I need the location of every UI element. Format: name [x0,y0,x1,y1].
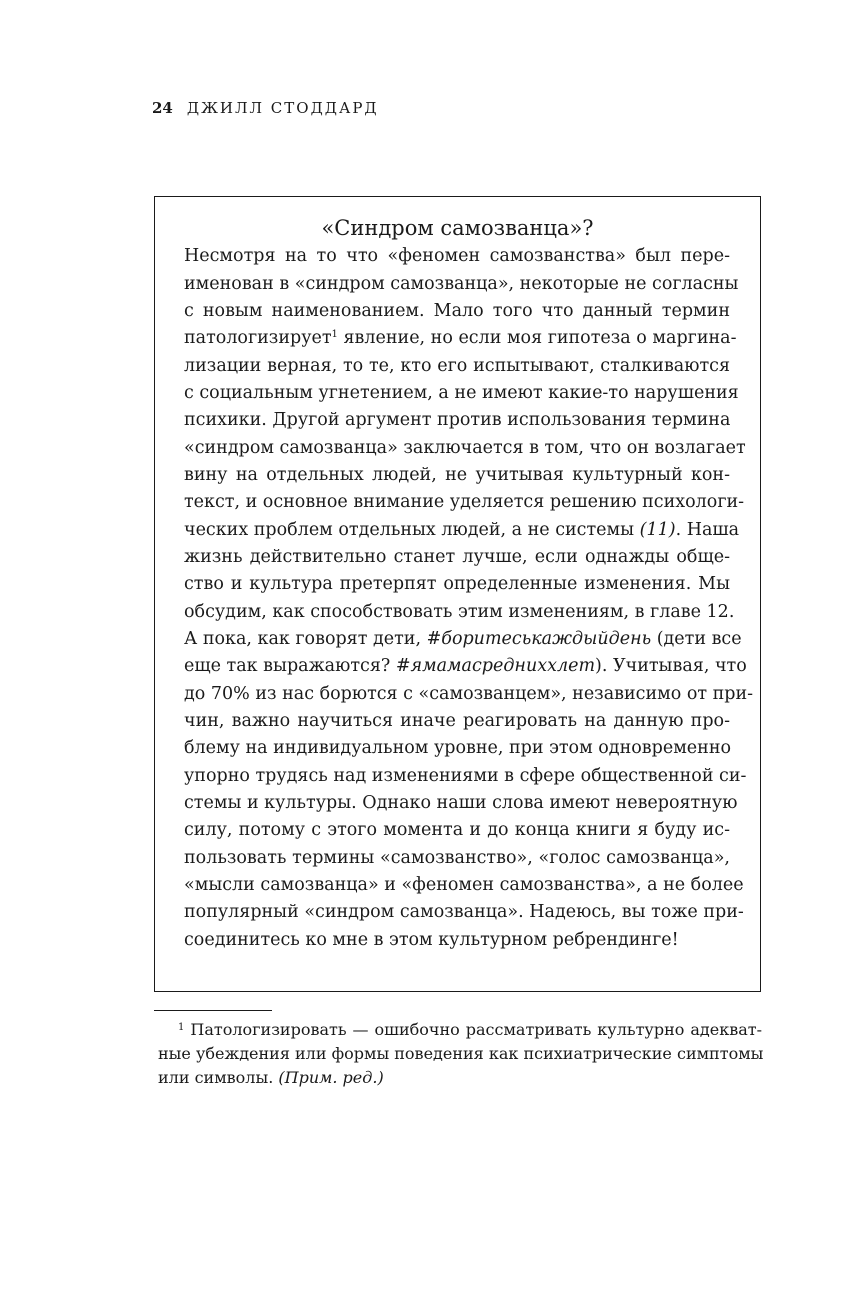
box-text-line: силу, потому с этого момента и до конца книги я буду ис- [184,820,730,840]
footnote-line: $^1$ Патологизировать — ошибочно рассматривать культурно адекват- [178,1020,762,1039]
hashtag: #ямамасредниххлет [395,656,596,676]
box-text-line: пользовать термины «самозванство», «голос самозванца», [184,848,730,868]
box-text-line: патологизирует$^1$ явление, но если моя гипотеза о маргина- [184,328,737,348]
sidebar-box [154,196,761,992]
box-text-line: ческих проблем отдельных людей, а не системы (11). Наша [184,520,740,540]
editor-note: (Прим. ред.) [278,1068,384,1087]
footnote-reference: 1 [331,329,338,340]
box-text-line: именован в «синдром самозванца», некоторые не согласны [184,274,739,294]
box-text-line: до 70% из нас борются с «самозванцем», независимо от при- [184,684,754,704]
box-text-line: текст, и основное внимание уделяется решению психологи- [184,492,745,512]
box-text-line: чин, важно научиться иначе реагировать на данную про- [184,711,730,731]
box-title: «Синдром самозванца»? [321,216,594,240]
box-text-line: «синдром самозванца» заключается в том, что он возлагает [184,438,746,458]
box-text-line: блему на индивидуальном уровне, при этом одновременно [184,738,732,758]
page-number: 24 [152,99,173,117]
hashtag: #боритеськаждыйдень [426,629,652,649]
box-text-line: популярный «синдром самозванца». Надеюсь, вы тоже при- [184,902,744,922]
box-text-line: психики. Другой аргумент против использования термина [184,410,731,430]
footnote-line: ные убеждения или формы поведения как психиатрические симптомы [158,1044,764,1063]
box-text-line: обсудим, как способствовать этим изменениям, в главе 12. [184,602,735,622]
box-text-line: соединитесь ко мне в этом культурном ребрендинге! [184,930,679,950]
box-text-line: упорно трудясь над изменениями в сфере общественной си- [184,766,747,786]
box-text-line: стемы и культуры. Однако наши слова имеют невероятную [184,793,738,813]
box-text-line: жизнь действительно станет лучше, если однажды обще- [184,547,730,567]
box-text-line: с социальным угнетением, а не имеют какие-то нарушения [184,383,739,403]
box-text-line: еще так выражаются? #ямамасредниххлет). Учитывая, что [184,656,747,676]
box-text-line: «мысли самозванца» и «феномен самозванства», а не более [184,875,744,895]
running-header [152,99,379,117]
box-text-line: лизации верная, то те, кто его испытывают, сталкиваются [184,356,730,376]
box-text-line: с новым наименованием. Мало того что данный термин [184,301,730,321]
footnote-divider [154,1010,272,1011]
box-text-line: А пока, как говорят дети, #боритеськаждыйдень (дети все [184,629,742,649]
box-text-line: Несмотря на то что «феномен самозванства» был пере- [184,246,730,266]
citation-reference: (11) [639,520,676,540]
footnote-marker: 1 [178,1022,185,1033]
box-text-line: вину на отдельных людей, не учитывая культурный кон- [184,465,730,485]
running-header-author: ДЖИЛЛ СТОДДАРД [186,99,379,117]
box-text-line: ство и культура претерпят определенные изменения. Мы [184,574,730,594]
footnote-line: или символы. (Прим. ред.) [158,1068,384,1087]
